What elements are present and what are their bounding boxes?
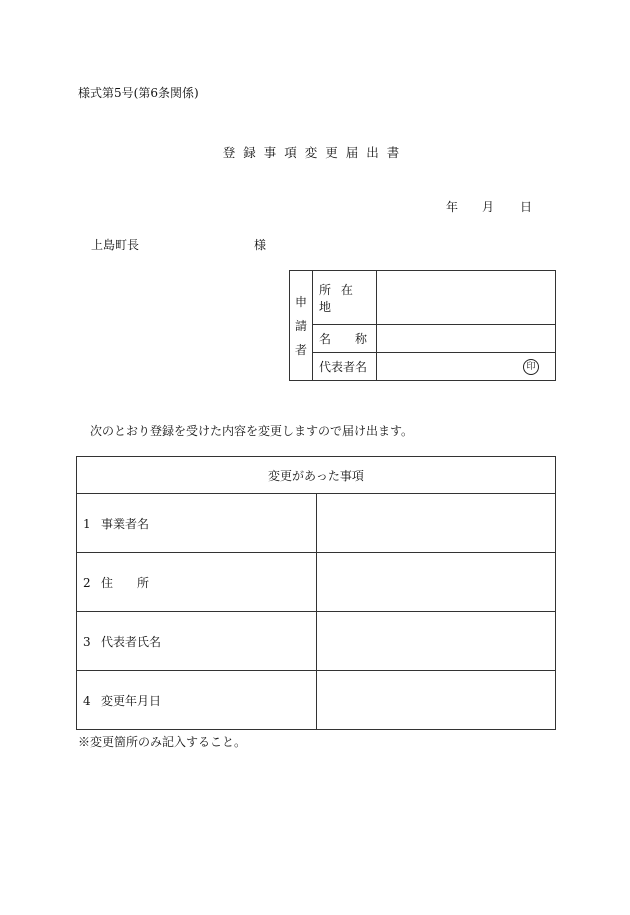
month-label: 月 <box>482 200 495 214</box>
change-date-field[interactable] <box>316 671 556 730</box>
date-month-field[interactable] <box>482 198 520 215</box>
table-row <box>77 612 556 671</box>
table-row <box>77 671 556 730</box>
representative-label: 代表者名 <box>313 353 377 381</box>
item-label: 代表者氏名 <box>101 634 162 649</box>
business-name-field[interactable] <box>316 494 556 553</box>
date-day-field[interactable] <box>520 198 532 215</box>
item-number: 4 <box>83 693 91 708</box>
representative-field[interactable] <box>377 353 556 381</box>
item-number: 1 <box>83 516 91 531</box>
change-item-label <box>77 671 317 730</box>
date-line <box>446 198 532 215</box>
item-label: 住 所 <box>101 575 150 590</box>
change-item-label <box>77 494 317 553</box>
year-label: 年 <box>446 200 459 214</box>
address-field[interactable] <box>377 271 556 325</box>
change-item-label <box>77 553 317 612</box>
address-label: 所 在 地 <box>313 271 377 325</box>
document-title: 登録事項変更届出書 <box>222 145 408 160</box>
name-field[interactable] <box>377 325 556 353</box>
item-label: 変更年月日 <box>101 693 162 708</box>
item-label: 事業者名 <box>101 516 150 531</box>
changes-header: 変更があった事項 <box>77 457 556 494</box>
footnote: ※変更箇所のみ記入すること。 <box>78 735 247 749</box>
table-row <box>77 494 556 553</box>
seal-icon: 印 <box>523 359 539 375</box>
item-number: 3 <box>83 634 91 649</box>
side-char: 請 <box>294 318 307 333</box>
side-char: 申 <box>294 294 307 309</box>
statement-text: 次のとおり登録を受けた内容を変更しますので届け出ます。 <box>90 424 414 438</box>
item-number: 2 <box>83 575 91 590</box>
addressee-name: 上島町長 <box>91 238 140 252</box>
name-label: 名 称 <box>313 325 377 353</box>
change-item-label <box>77 612 317 671</box>
changes-table <box>76 456 556 730</box>
address-change-field[interactable] <box>316 553 556 612</box>
addressee <box>91 236 267 253</box>
side-char: 者 <box>294 342 307 357</box>
representative-name-field[interactable] <box>316 612 556 671</box>
applicant-table <box>289 270 556 381</box>
addressee-honorific: 様 <box>254 238 267 252</box>
table-row <box>77 553 556 612</box>
form-number: 様式第5号(第6条関係) <box>78 86 199 100</box>
day-label: 日 <box>520 200 533 214</box>
applicant-side-label <box>290 271 313 381</box>
date-year-field[interactable] <box>446 198 482 215</box>
